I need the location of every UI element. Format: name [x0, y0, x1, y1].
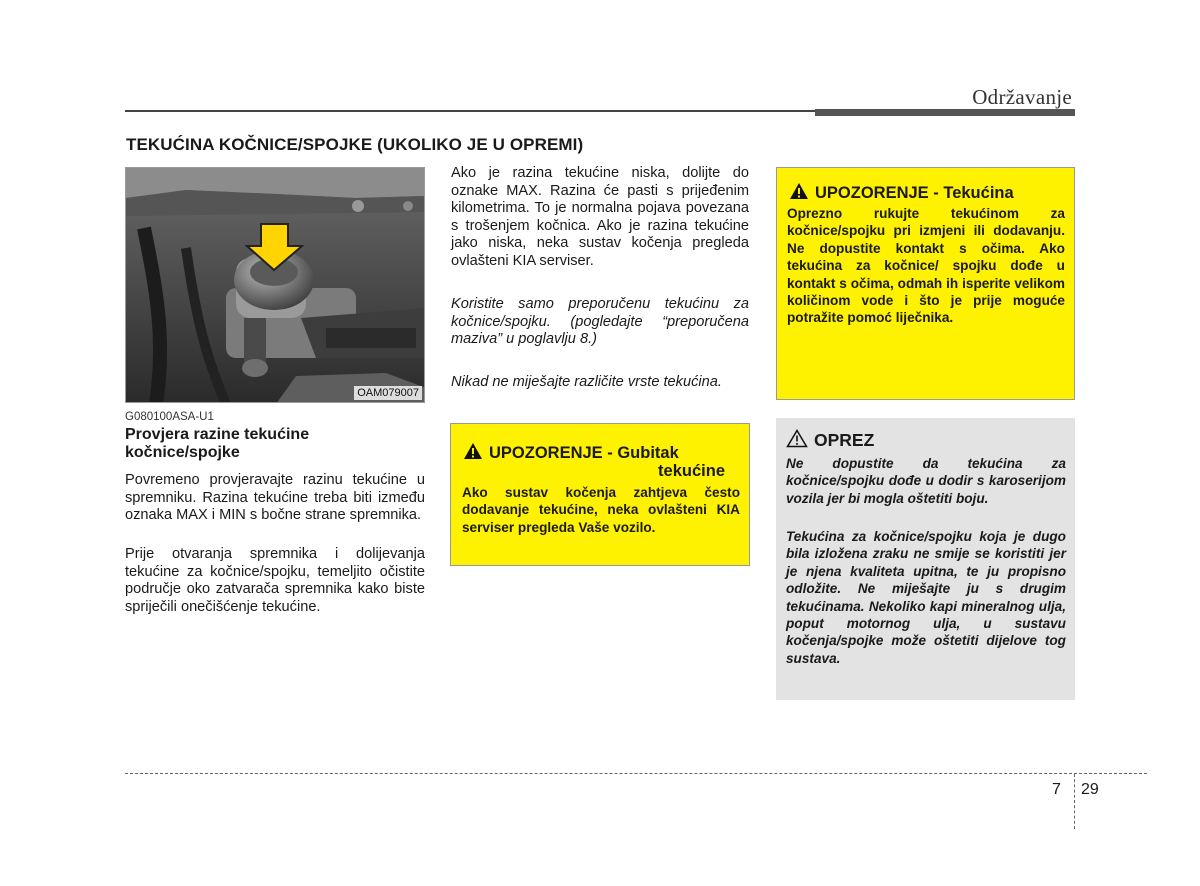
warning-label: UPOZORENJE [489, 444, 603, 462]
warning-suffix: - Gubitak [602, 444, 679, 462]
brake-reservoir-illustration [126, 168, 425, 403]
warning-suffix: - Tekućina [928, 184, 1014, 202]
warning-triangle-icon [789, 182, 809, 205]
paragraph: Povremeno provjeravajte razinu tekućine u spremniku. Razina tekućine treba biti između oznaka MAX i MIN s bočne strane spremnika. [125, 472, 425, 524]
page-number: 29 [1081, 781, 1099, 798]
warning-triangle-icon [463, 442, 483, 465]
paragraph: Nikad ne miješajte različite vrste tekućina. [451, 374, 722, 390]
chapter-title: Održavanje [972, 85, 1072, 109]
warning-title [789, 182, 1069, 205]
header-bar [815, 109, 1075, 116]
chapter-number: 7 [1052, 781, 1061, 798]
section-title: TEKUĆINA KOČNICE/SPOJKE (UKOLIKO JE U OPREMI) [126, 135, 584, 154]
header-rule [125, 110, 815, 112]
warning-title-line2: tekućine [658, 462, 725, 480]
warning-label: UPOZORENJE [815, 184, 929, 202]
warning-body: Oprezno rukujte tekućinom za kočnice/spojku pri izmjeni ili dodavanju. Ne dopustite kontakt s očima. Ako tekućina za kočnice/ spojku dođe u kontakt s očima, odmah ih isperite velikom količinom vode i što je prije moguće potražite pomoć liječnika. [787, 206, 1065, 326]
warning-body: Ako sustav kočenja zahtjeva često dodavanje tekućine, neka ovlašteni KIA serviser pregleda Vaše vozilo. [462, 485, 740, 535]
paragraph: Koristite samo preporučenu tekućinu za kočnice/spojku. (pogledajte “preporučena maziva” u poglavlju 8.) [451, 296, 749, 348]
footer-divider [1074, 774, 1075, 829]
subheading: Provjera razine tekućine kočnice/spojke [125, 426, 310, 461]
caution-paragraph: Tekućina za kočnice/spojku koja je dugo bila izložena zraku ne smije se koristiti jer je njena kvaliteta upitna, te ju propisno odložite. Ne miješajte ju s drugim tekućinama. Nekoliko kapi mineralnog ulja, poput motornog ulja, u sustavu kočenja/spojke može oštetiti dijelove tog sustava. [786, 529, 1066, 666]
warning-box-fluid [776, 167, 1075, 400]
paragraph: Ako je razina tekućine niska, dolijte do oznake MAX. Razina će pasti s prijeđenim kilometrima. To je normalna pojava povezana s trošenjem kočnica. Ako je razina tekućine jako niska, neka sustav kočenja pregleda ovlašteni KIA serviser. [451, 165, 749, 269]
section-code: G080100ASA-U1 [125, 411, 214, 423]
engine-bay-photo [125, 167, 425, 403]
photo-code: OAM079007 [354, 386, 422, 400]
footer-rule [125, 773, 1147, 774]
caution-triangle-icon [786, 429, 808, 453]
caution-title: OPREZ [786, 429, 874, 453]
warning-box-fluid-loss [450, 423, 750, 566]
caution-box [776, 418, 1075, 700]
paragraph: Prije otvaranja spremnika i dolijevanja tekućine za kočnice/spojku, temeljito očistite područje oko zatvarača spremnika kako biste spriječili onečišćenje tekućine. [125, 546, 425, 615]
caution-paragraph: Ne dopustite da tekućina za kočnice/spojku dođe u dodir s karoserijom vozila jer bi mogla oštetiti boju. [786, 456, 1066, 506]
